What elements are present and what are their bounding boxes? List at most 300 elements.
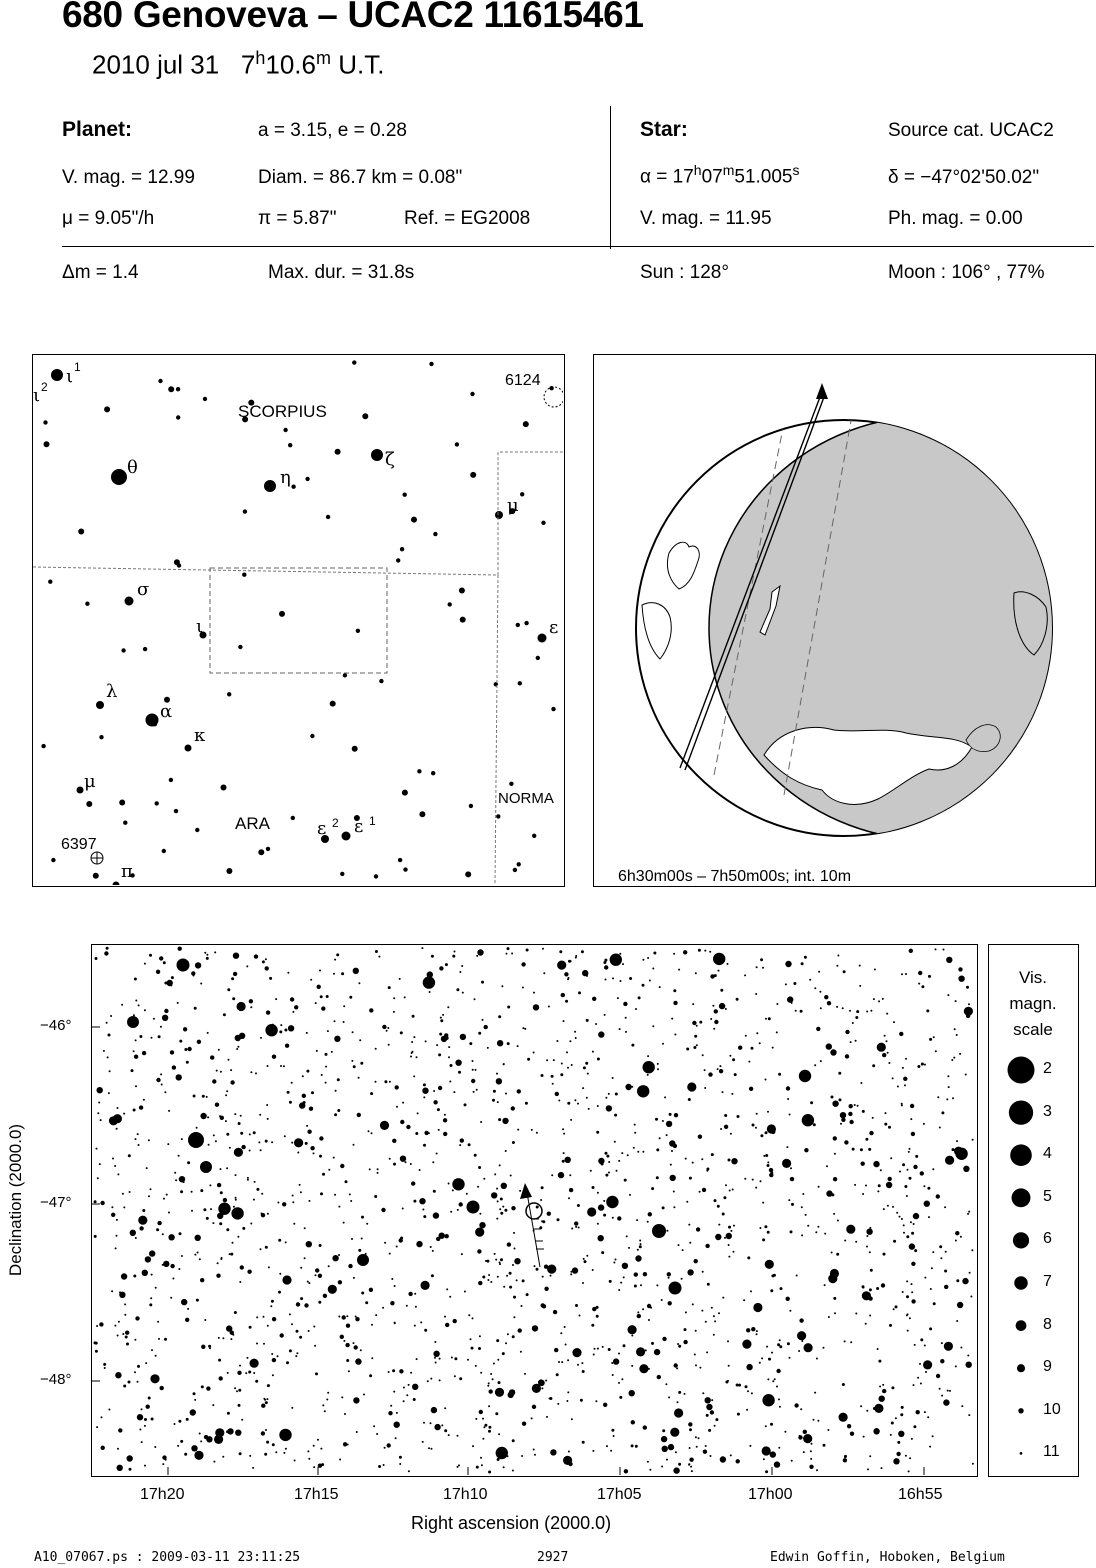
field-star: [799, 1070, 811, 1082]
field-star: [377, 1172, 379, 1174]
field-star: [296, 1352, 298, 1354]
field-star: [694, 1259, 698, 1263]
field-star: [694, 1354, 696, 1356]
field-star: [175, 1179, 177, 1181]
field-star: [307, 1450, 309, 1452]
field-star: [749, 1087, 753, 1091]
field-star: [358, 982, 360, 984]
field-star: [179, 1040, 182, 1043]
field-star: [267, 1213, 269, 1215]
field-star: [904, 1185, 907, 1188]
star-label-iota1: ι: [66, 366, 74, 387]
field-star: [215, 1140, 217, 1142]
field-star: [489, 1389, 493, 1393]
field-star: [824, 1284, 826, 1286]
field-star: [719, 1069, 723, 1073]
field-star: [225, 1094, 227, 1096]
field-star: [503, 1286, 505, 1288]
field-star: [442, 1014, 444, 1016]
field-star: [581, 1362, 583, 1364]
field-star: [352, 1031, 354, 1033]
field-star: [909, 1317, 911, 1319]
field-star: [967, 1355, 969, 1357]
field-star: [453, 1091, 455, 1093]
field-star: [778, 1398, 780, 1400]
field-star: [377, 1168, 379, 1170]
field-star: [176, 415, 180, 419]
planet-parallax: π = 5.87": [258, 208, 337, 229]
field-star: [215, 1428, 224, 1437]
asteroid-track-ticks: [531, 1219, 544, 1249]
field-star: [612, 977, 614, 979]
field-star: [541, 1220, 543, 1222]
field-star: [117, 1335, 119, 1337]
field-star: [272, 1443, 275, 1446]
field-star: [750, 1290, 752, 1292]
field-star: [253, 1372, 255, 1374]
field-star: [665, 1383, 667, 1385]
field-star: [892, 1077, 894, 1079]
field-star: [459, 971, 461, 973]
field-star: [479, 1335, 481, 1337]
field-star: [439, 1379, 441, 1381]
field-star: [614, 1114, 617, 1117]
field-star: [294, 1138, 303, 1147]
field-star: [850, 1432, 854, 1436]
field-star: [412, 1384, 418, 1390]
field-star: [96, 1148, 98, 1150]
field-star: [723, 1196, 726, 1199]
field-star: [497, 1101, 499, 1103]
field-star: [457, 1435, 459, 1437]
field-star: [662, 1429, 665, 1432]
field-star: [284, 1029, 287, 1032]
field-star: [318, 1301, 321, 1304]
field-star: [542, 1276, 544, 1278]
field-star: [461, 965, 463, 967]
field-star: [543, 972, 545, 974]
field-star: [226, 1133, 229, 1136]
field-star: [328, 1285, 337, 1294]
field-star: [595, 1023, 597, 1025]
field-star: [162, 849, 166, 853]
field-star: [235, 1197, 237, 1199]
star-label-lambda: λ: [106, 681, 118, 702]
field-star: [536, 1268, 539, 1271]
field-star: [892, 1206, 894, 1208]
field-star: [325, 1066, 327, 1068]
field-star: [164, 1338, 167, 1341]
field-star: [686, 1048, 689, 1051]
field-star: [631, 1365, 633, 1367]
field-star: [803, 1434, 812, 1443]
field-star: [558, 1361, 560, 1363]
field-star: [527, 1058, 530, 1061]
field-star: [930, 1288, 932, 1290]
field-star: [891, 1386, 894, 1389]
field-star: [779, 1406, 781, 1408]
field-star: [475, 1365, 477, 1367]
field-star: [239, 1365, 241, 1367]
field-star: [776, 1003, 778, 1005]
field-star: [647, 1304, 651, 1308]
field-star: [731, 1093, 733, 1095]
field-star: [929, 1446, 931, 1448]
field-star: [906, 1195, 908, 1197]
planet-reference: Ref. = EG2008: [404, 208, 531, 229]
field-star: [196, 1299, 199, 1302]
field-star: [302, 1075, 304, 1077]
field-star: [187, 1047, 191, 1051]
field-star: [836, 965, 838, 967]
field-star: [695, 1330, 697, 1332]
field-star: [640, 1243, 642, 1245]
field-star: [870, 1010, 872, 1012]
field-star: [953, 1057, 955, 1059]
field-star: [598, 1204, 604, 1210]
field-star: [139, 1226, 143, 1230]
field-star: [408, 1384, 410, 1386]
field-star: [343, 1442, 347, 1446]
field-star: [886, 1040, 888, 1042]
field-star: [156, 970, 160, 974]
magnitude-dot: [1017, 1364, 1025, 1372]
field-star: [396, 558, 400, 562]
field-star: [605, 1152, 608, 1155]
field-star: [470, 1338, 472, 1340]
field-star: [933, 1036, 935, 1038]
field-star: [238, 1404, 241, 1407]
field-star: [703, 1450, 707, 1454]
field-star: [346, 1324, 350, 1328]
field-star: [261, 1431, 265, 1435]
bright-field-star: [177, 959, 190, 972]
field-star: [810, 1450, 812, 1452]
field-star: [936, 1374, 940, 1378]
finder-chart-svg: [33, 355, 563, 885]
field-star: [220, 1191, 223, 1194]
field-star: [541, 1074, 544, 1077]
field-star: [896, 1212, 898, 1214]
field-star: [172, 1065, 176, 1069]
field-star: [661, 1299, 663, 1301]
field-star: [174, 809, 178, 813]
field-star: [887, 1052, 889, 1054]
field-star: [235, 1174, 237, 1176]
field-star: [320, 1448, 322, 1450]
field-star: [183, 1027, 187, 1031]
field-star: [572, 1267, 578, 1273]
field-star: [603, 1403, 607, 1407]
field-star: [458, 1464, 460, 1466]
field-star: [563, 1152, 565, 1154]
field-star: [399, 978, 401, 980]
field-star: [655, 1118, 658, 1121]
field-star: [767, 1111, 769, 1113]
field-star: [849, 1120, 853, 1124]
field-star: [555, 1092, 559, 1096]
field-star: [729, 1055, 731, 1057]
named-star: [495, 511, 503, 519]
field-star: [375, 1314, 377, 1316]
field-star: [707, 1283, 710, 1286]
field-star: [405, 1161, 407, 1163]
field-star: [618, 1289, 620, 1291]
field-star: [508, 1392, 514, 1398]
footer-file: A10_07067.ps : 2009-03-11 23:11:25: [34, 1550, 301, 1565]
field-star: [924, 1345, 926, 1347]
field-star: [100, 1119, 102, 1121]
field-star: [187, 1161, 190, 1164]
field-star: [666, 1121, 672, 1127]
field-star: [621, 1152, 623, 1154]
field-star: [523, 421, 529, 427]
bright-field-star: [188, 1132, 204, 1148]
field-star: [130, 1230, 136, 1236]
field-star: [496, 1188, 498, 1190]
field-star: [565, 1344, 567, 1346]
field-star: [470, 472, 476, 478]
field-star: [383, 1464, 385, 1466]
field-star: [440, 1017, 442, 1019]
field-star: [756, 1330, 758, 1332]
field-star: [300, 1297, 303, 1300]
field-star: [689, 1177, 692, 1180]
field-star: [882, 1053, 886, 1057]
field-star: [393, 1163, 396, 1166]
field-star: [696, 1227, 700, 1231]
field-star: [874, 1404, 883, 1413]
field-star: [444, 1407, 446, 1409]
field-star: [613, 1262, 615, 1264]
field-star: [272, 1317, 276, 1321]
field-star: [145, 1256, 151, 1262]
field-star: [160, 1026, 162, 1028]
magnitude-label: 9: [1043, 1358, 1052, 1376]
field-star: [266, 1010, 270, 1014]
field-star: [123, 821, 127, 825]
time-scale: U.T.: [338, 49, 385, 80]
field-star: [786, 1086, 790, 1090]
field-star: [956, 1320, 958, 1322]
field-star: [784, 1431, 786, 1433]
field-star: [810, 1101, 813, 1104]
field-star: [654, 1349, 660, 1355]
field-star: [95, 1342, 98, 1345]
field-star: [325, 1053, 328, 1056]
field-star: [574, 1031, 576, 1033]
field-star: [157, 1221, 161, 1225]
field-star: [796, 1275, 798, 1277]
field-star: [459, 1377, 462, 1380]
field-star: [457, 1466, 459, 1468]
field-star: [513, 1232, 515, 1234]
field-star: [512, 1470, 514, 1472]
field-star: [155, 1355, 157, 1357]
field-star: [939, 1127, 941, 1129]
field-star: [760, 1134, 763, 1137]
field-star: [657, 1063, 659, 1065]
field-star: [688, 1224, 690, 1226]
field-star: [396, 1412, 398, 1414]
field-star: [863, 1436, 865, 1438]
field-star: [568, 1197, 570, 1199]
field-star: [507, 1006, 510, 1009]
field-star: [869, 1315, 871, 1317]
field-star: [774, 1378, 776, 1380]
field-star: [776, 1369, 780, 1373]
field-star: [356, 629, 360, 633]
star-phmag: Ph. mag. = 0.00: [888, 208, 1023, 229]
field-star: [957, 1302, 963, 1308]
field-star: [217, 1183, 221, 1187]
named-star: [185, 745, 192, 752]
field-star: [241, 1419, 243, 1421]
field-star: [859, 965, 861, 967]
field-star: [476, 1089, 478, 1091]
field-star: [924, 1064, 926, 1066]
magnitude-label: 7: [1043, 1273, 1052, 1290]
field-star: [369, 1168, 371, 1170]
field-star: [620, 980, 622, 982]
field-star: [341, 1396, 343, 1398]
field-star: [282, 1202, 286, 1206]
field-star: [699, 1367, 701, 1369]
field-star: [522, 987, 524, 989]
field-star: [787, 996, 793, 1002]
field-star: [713, 1315, 715, 1317]
field-star: [913, 1384, 915, 1386]
field-star: [366, 1223, 368, 1225]
field-star: [647, 1221, 649, 1223]
field-star: [51, 858, 55, 862]
field-star: [389, 1253, 391, 1255]
field-star: [292, 1011, 294, 1013]
field-star: [368, 1130, 370, 1132]
field-star: [311, 1091, 314, 1094]
field-star: [945, 1251, 947, 1253]
field-star: [762, 1238, 765, 1241]
field-star: [218, 1359, 221, 1362]
scale-title-line: scale: [1013, 1020, 1053, 1039]
field-star: [483, 1178, 485, 1180]
field-star: [643, 1272, 647, 1276]
field-star: [200, 1189, 203, 1192]
field-star: [415, 1132, 418, 1135]
field-star: [831, 1096, 834, 1099]
field-star: [765, 1470, 768, 1473]
field-star: [911, 1299, 915, 1303]
field-star: [884, 1123, 887, 1126]
field-star: [608, 1348, 611, 1351]
field-star: [429, 991, 431, 993]
field-star: [494, 1173, 496, 1175]
field-star: [142, 1051, 146, 1055]
field-star: [736, 1459, 740, 1463]
field-star: [521, 962, 525, 966]
field-star: [141, 1441, 143, 1443]
named-star: [371, 449, 383, 461]
field-star: [289, 1101, 292, 1104]
field-star: [436, 1044, 438, 1046]
field-star: [578, 1227, 580, 1229]
field-star: [478, 1281, 482, 1285]
field-star: [608, 1172, 610, 1174]
field-star: [434, 1424, 440, 1430]
field-star: [820, 1060, 822, 1062]
field-star: [674, 1113, 678, 1117]
field-star: [888, 1126, 891, 1129]
field-star: [927, 1187, 930, 1190]
field-star: [918, 983, 920, 985]
field-star: [695, 1436, 697, 1438]
field-star: [590, 1170, 592, 1172]
field-star: [374, 874, 378, 878]
field-star: [755, 1187, 757, 1189]
field-star: [801, 1206, 803, 1208]
field-star: [666, 1134, 668, 1136]
field-star: [135, 1237, 137, 1239]
field-star: [308, 1282, 310, 1284]
field-star: [448, 1056, 450, 1058]
motion-direction-icon: [520, 1183, 532, 1199]
field-star: [678, 969, 680, 971]
field-star: [533, 1449, 535, 1451]
field-star: [271, 1141, 273, 1143]
field-star: [815, 1231, 817, 1233]
field-star: [941, 1342, 943, 1344]
field-star: [125, 1331, 129, 1335]
field-star: [612, 1077, 614, 1079]
field-star: [94, 1200, 97, 1203]
field-star: [861, 1162, 865, 1166]
field-star: [413, 1036, 415, 1038]
field-star: [481, 981, 484, 984]
field-star: [545, 1380, 547, 1382]
field-star: [834, 1312, 836, 1314]
field-star: [315, 1002, 317, 1004]
field-star: [704, 1069, 706, 1071]
field-star: [425, 1286, 428, 1289]
field-star: [788, 1199, 790, 1201]
field-star: [946, 957, 952, 963]
event-date: 2010 jul 31: [92, 49, 220, 80]
field-star: [370, 1092, 373, 1095]
constellation-ara: ARA: [235, 814, 270, 833]
field-star: [714, 1020, 718, 1024]
field-star: [668, 1277, 670, 1279]
field-star: [911, 1232, 914, 1235]
field-star: [221, 1257, 223, 1259]
field-star: [890, 1157, 892, 1159]
field-star: [534, 1265, 536, 1267]
field-star: [431, 955, 434, 958]
field-star: [678, 1463, 681, 1466]
field-star: [258, 1141, 260, 1143]
field-star: [567, 1391, 569, 1393]
field-star: [358, 1249, 361, 1252]
field-star: [433, 1090, 435, 1092]
field-star: [178, 1155, 180, 1157]
field-star: [596, 1131, 599, 1134]
field-star: [574, 1221, 578, 1225]
field-star: [258, 849, 264, 855]
field-star: [266, 1441, 269, 1444]
field-star: [855, 1313, 857, 1315]
field-star: [756, 1113, 758, 1115]
field-star: [394, 1422, 400, 1428]
field-star: [345, 1180, 348, 1183]
